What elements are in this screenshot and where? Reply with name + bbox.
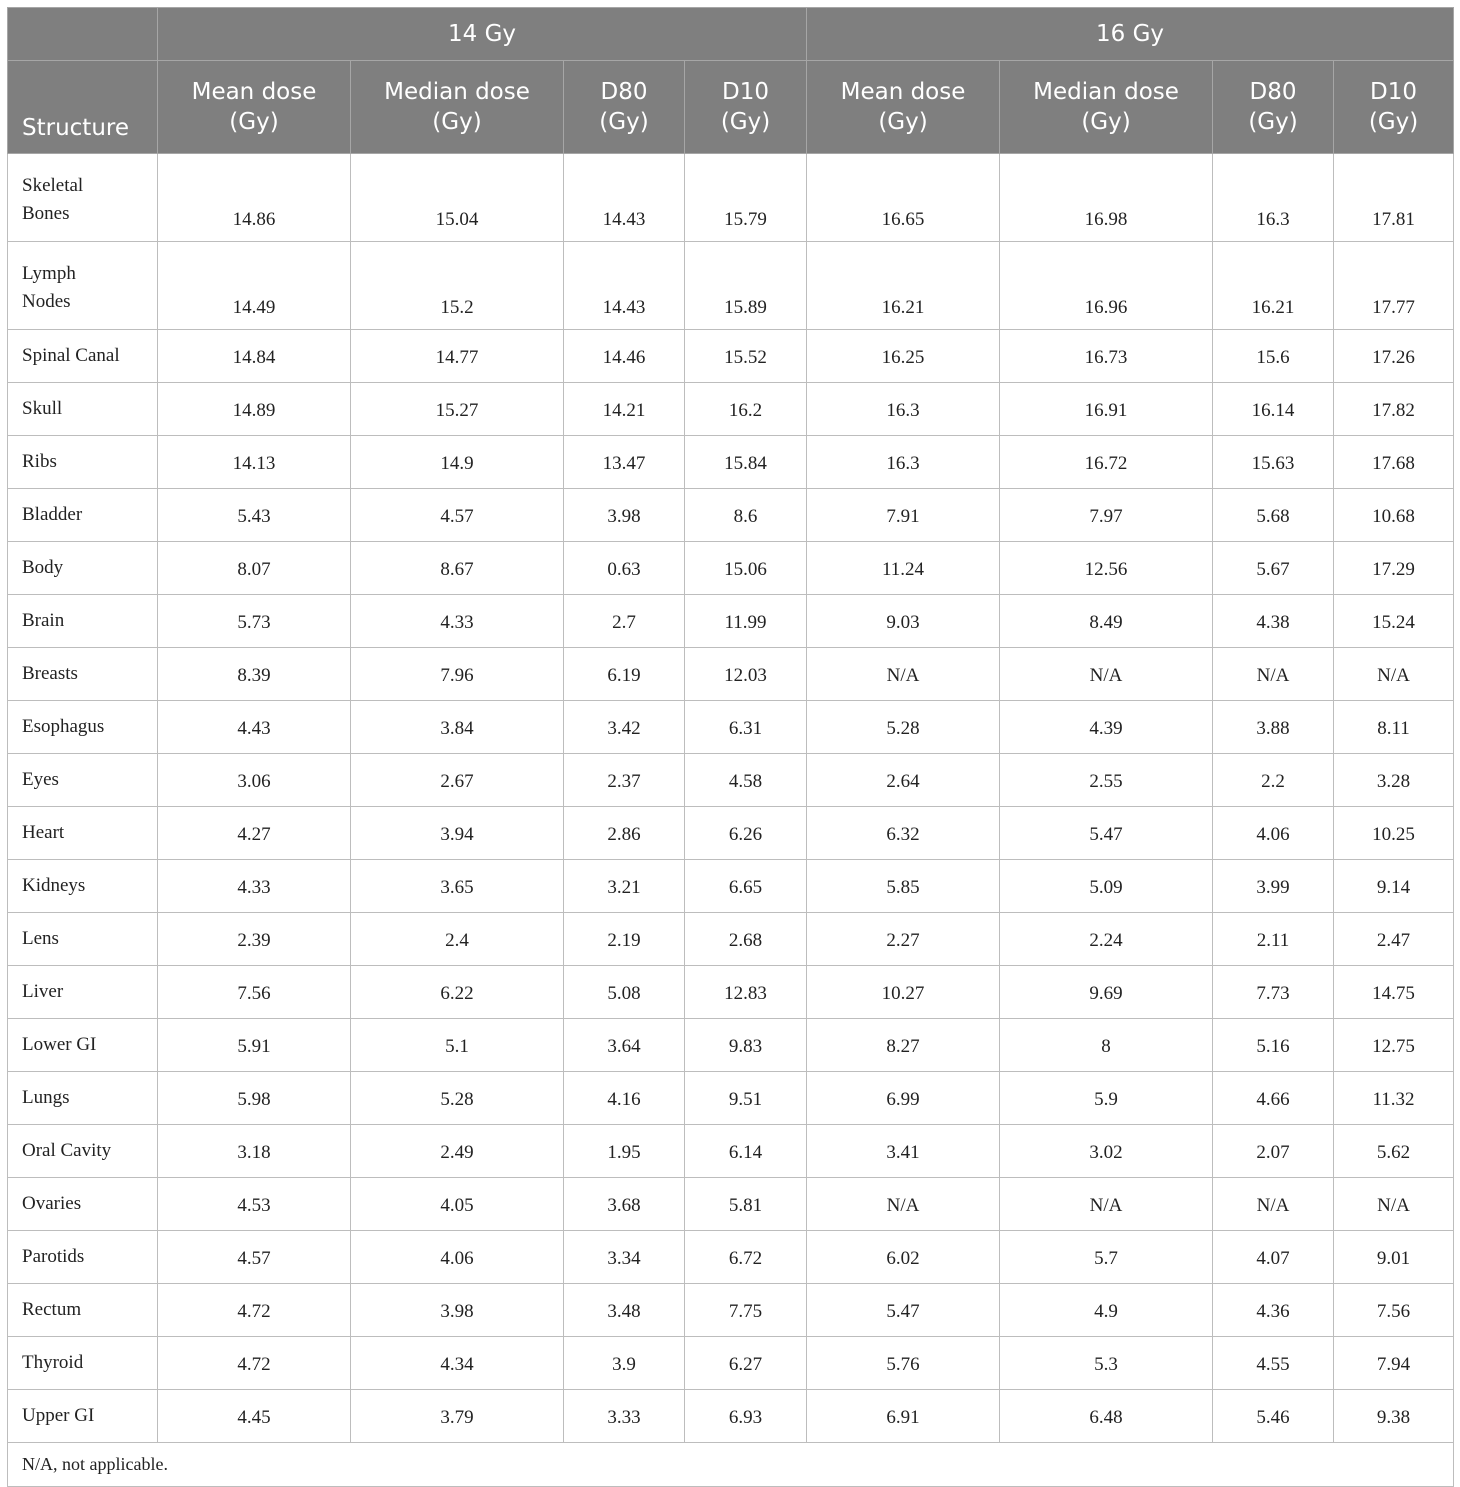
column-header [351,61,564,154]
dose-value-cell: 4.55 [1213,1337,1334,1390]
structure-name-line: Rectum [22,1299,82,1320]
dose-value-cell: 8.67 [351,542,564,595]
structure-name-line: Bladder [22,504,83,525]
structure-name-line: Oral Cavity [22,1140,112,1161]
dose-value-cell: 2.11 [1213,913,1334,966]
table-row [8,1337,1454,1390]
dose-value-cell: 5.08 [564,966,685,1019]
dose-value-cell: 6.99 [807,1072,1000,1125]
dose-value-cell: 15.24 [1334,595,1454,648]
dose-value-cell: 2.39 [158,913,351,966]
dose-value-cell: 14.89 [158,383,351,436]
dose-value-cell: 5.47 [807,1284,1000,1337]
dose-value-cell: 8.49 [1000,595,1213,648]
dose-value-cell: 14.43 [564,242,685,330]
dose-value-cell: 11.32 [1334,1072,1454,1125]
dose-value-cell: N/A [1334,648,1454,701]
dose-value-cell: 5.98 [158,1072,351,1125]
dose-value-cell: 3.18 [158,1125,351,1178]
dose-value-cell: 3.98 [351,1284,564,1337]
column-header [564,61,685,154]
structure-name [8,1390,158,1443]
dose-value-cell: 9.69 [1000,966,1213,1019]
table-row [8,913,1454,966]
column-header-label: D80 [600,79,648,105]
dose-value-cell: 9.01 [1334,1231,1454,1284]
table-row [8,1284,1454,1337]
table-row [8,489,1454,542]
dose-value-cell: 16.3 [1213,154,1334,242]
dose-value-cell: 5.9 [1000,1072,1213,1125]
dose-value-cell: 2.2 [1213,754,1334,807]
structure-name [8,913,158,966]
dose-value-cell: 3.9 [564,1337,685,1390]
group-header-14gy: 14 Gy [158,8,807,61]
dose-value-cell: 4.16 [564,1072,685,1125]
column-header [1334,61,1454,154]
dose-value-cell: 3.48 [564,1284,685,1337]
column-header [158,61,351,154]
dose-value-cell: 11.99 [685,595,807,648]
structure-name-line: Eyes [22,769,59,790]
column-header-label: D10 [722,79,769,105]
structure-header: Structure [8,61,158,154]
table-row [8,1072,1454,1125]
dose-table-container [7,7,1453,1487]
dose-value-cell: 5.68 [1213,489,1334,542]
dose-value-cell: 16.3 [807,436,1000,489]
structure-name-line: Brain [22,610,65,631]
structure-name-line: Ribs [22,451,57,472]
dose-value-cell: 6.19 [564,648,685,701]
table-row [8,648,1454,701]
structure-name [8,648,158,701]
footnote-row [8,1443,1454,1487]
dose-value-cell: 6.32 [807,807,1000,860]
dose-value-cell: 12.75 [1334,1019,1454,1072]
dose-value-cell: 6.31 [685,701,807,754]
dose-value-cell: 15.27 [351,383,564,436]
dose-value-cell: 11.24 [807,542,1000,595]
dose-value-cell: 16.25 [807,330,1000,383]
dose-value-cell: 3.21 [564,860,685,913]
dose-value-cell: 4.34 [351,1337,564,1390]
dose-value-cell: 5.81 [685,1178,807,1231]
dose-value-cell: 1.95 [564,1125,685,1178]
table-row [8,1125,1454,1178]
dose-value-cell: 3.41 [807,1125,1000,1178]
table-row [8,1178,1454,1231]
column-header [1213,61,1334,154]
structure-name-line: Lower GI [22,1034,97,1055]
dose-value-cell: 6.93 [685,1390,807,1443]
dose-value-cell: 6.26 [685,807,807,860]
dose-value-cell: 9.03 [807,595,1000,648]
structure-name [8,595,158,648]
dose-value-cell: 3.65 [351,860,564,913]
dose-value-cell: 3.33 [564,1390,685,1443]
dose-value-cell: N/A [807,1178,1000,1231]
dose-value-cell: 16.2 [685,383,807,436]
dose-value-cell: 17.82 [1334,383,1454,436]
structure-name [8,860,158,913]
dose-value-cell: 4.27 [158,807,351,860]
dose-value-cell: 7.91 [807,489,1000,542]
dose-value-cell: 2.4 [351,913,564,966]
dose-value-cell: 8.07 [158,542,351,595]
column-header-unit: (Gy) [1081,109,1131,135]
structure-name [8,807,158,860]
column-header-label: D80 [1249,79,1297,105]
dose-value-cell: 14.75 [1334,966,1454,1019]
dose-value-cell: 8 [1000,1019,1213,1072]
dose-value-cell: 5.62 [1334,1125,1454,1178]
dose-value-cell: 3.64 [564,1019,685,1072]
header-corner [8,8,158,61]
structure-name [8,1231,158,1284]
dose-value-cell: 14.49 [158,242,351,330]
structure-name-line: Body [22,557,64,578]
table-footer [8,1443,1454,1487]
dose-value-cell: 15.6 [1213,330,1334,383]
column-header-unit: (Gy) [1368,109,1419,135]
dose-value-cell: 5.28 [351,1072,564,1125]
group-header-16gy: 16 Gy [807,8,1454,61]
dose-value-cell: 17.77 [1334,242,1454,330]
dose-value-cell: 4.06 [1213,807,1334,860]
column-header-label: Median dose [384,79,530,105]
dose-value-cell: 5.43 [158,489,351,542]
table-row [8,1231,1454,1284]
dose-value-cell: 16.21 [1213,242,1334,330]
dose-value-cell: 3.02 [1000,1125,1213,1178]
dose-value-cell: 2.07 [1213,1125,1334,1178]
dose-value-cell: 3.79 [351,1390,564,1443]
dose-value-cell: 15.89 [685,242,807,330]
dose-value-cell: 4.57 [158,1231,351,1284]
dose-value-cell: 8.11 [1334,701,1454,754]
dose-value-cell: 16.91 [1000,383,1213,436]
dose-value-cell: 12.83 [685,966,807,1019]
dose-value-cell: 15.52 [685,330,807,383]
dose-value-cell: 7.96 [351,648,564,701]
column-header [1000,61,1213,154]
dose-value-cell: 5.09 [1000,860,1213,913]
dose-value-cell: N/A [1334,1178,1454,1231]
dose-value-cell: 16.98 [1000,154,1213,242]
structure-name [8,154,158,242]
column-header-unit: (Gy) [1248,109,1298,135]
table-row [8,966,1454,1019]
dose-value-cell: 8.39 [158,648,351,701]
dose-value-cell: 5.73 [158,595,351,648]
dose-value-cell: N/A [1000,1178,1213,1231]
dose-value-cell: 7.75 [685,1284,807,1337]
dose-value-cell: 4.36 [1213,1284,1334,1337]
dose-value-cell: 10.25 [1334,807,1454,860]
dose-value-cell: 2.19 [564,913,685,966]
dose-value-cell: 7.97 [1000,489,1213,542]
dose-value-cell: 14.13 [158,436,351,489]
structure-name-line: Lungs [22,1087,70,1108]
structure-name-line: Nodes [22,290,71,312]
structure-name [8,436,158,489]
dose-value-cell: 2.64 [807,754,1000,807]
column-header-unit: (Gy) [432,109,482,135]
table-row [8,1019,1454,1072]
dose-value-cell: 2.24 [1000,913,1213,966]
dose-value-cell: 17.26 [1334,330,1454,383]
table-row [8,754,1454,807]
dose-value-cell: 6.02 [807,1231,1000,1284]
dose-value-cell: 2.47 [1334,913,1454,966]
dose-value-cell: 4.06 [351,1231,564,1284]
structure-name [8,754,158,807]
dose-value-cell: 14.9 [351,436,564,489]
dose-value-cell: 17.81 [1334,154,1454,242]
dose-value-cell: 5.7 [1000,1231,1213,1284]
dose-value-cell: 4.66 [1213,1072,1334,1125]
table-row [8,330,1454,383]
table-row [8,436,1454,489]
dose-value-cell: 16.96 [1000,242,1213,330]
table-row [8,383,1454,436]
structure-name-line: Liver [22,981,64,1002]
dose-value-cell: 14.86 [158,154,351,242]
dose-value-cell: 4.07 [1213,1231,1334,1284]
column-header-label: D10 [1370,79,1418,105]
column-header [807,61,1000,154]
dose-value-cell: 4.05 [351,1178,564,1231]
dose-value-cell: 7.73 [1213,966,1334,1019]
column-header-label: Mean dose [840,79,966,105]
header-group-row [8,8,1454,61]
column-header-unit: (Gy) [599,109,649,135]
dose-value-cell: 5.85 [807,860,1000,913]
dose-value-cell: 6.72 [685,1231,807,1284]
dose-value-cell: 4.45 [158,1390,351,1443]
dose-value-cell: 14.43 [564,154,685,242]
dose-value-cell: 5.67 [1213,542,1334,595]
dose-value-cell: 7.56 [158,966,351,1019]
dose-value-cell: 2.49 [351,1125,564,1178]
structure-name-line: Thyroid [22,1352,84,1373]
dose-value-cell: 6.27 [685,1337,807,1390]
structure-name-line: Lens [22,928,59,949]
dose-value-cell: 12.56 [1000,542,1213,595]
header-column-row [8,61,1454,154]
dose-value-cell: 17.68 [1334,436,1454,489]
dose-value-cell: 5.47 [1000,807,1213,860]
dose-value-cell: 17.29 [1334,542,1454,595]
dose-value-cell: 5.91 [158,1019,351,1072]
structure-name-line: Esophagus [22,716,105,737]
dose-value-cell: 12.03 [685,648,807,701]
dose-value-cell: 6.48 [1000,1390,1213,1443]
dose-value-cell: 4.43 [158,701,351,754]
dose-value-cell: 16.3 [807,383,1000,436]
dose-value-cell: 3.28 [1334,754,1454,807]
column-header-unit: (Gy) [878,109,928,135]
dose-value-cell: 2.67 [351,754,564,807]
table-row [8,701,1454,754]
structure-name-line: Breasts [22,663,78,684]
table-body [8,154,1454,1443]
dose-value-cell: N/A [807,648,1000,701]
structure-name [8,1072,158,1125]
structure-name-line: Heart [22,822,65,843]
structure-name [8,701,158,754]
structure-name [8,1125,158,1178]
dose-value-cell: 3.34 [564,1231,685,1284]
footnote: N/A, not applicable. [8,1443,1454,1487]
column-header-label: Mean dose [191,79,317,105]
column-header-unit: (Gy) [229,109,279,135]
dose-value-cell: 10.27 [807,966,1000,1019]
dose-value-cell: 0.63 [564,542,685,595]
dose-value-cell: 16.73 [1000,330,1213,383]
dose-value-cell: 4.9 [1000,1284,1213,1337]
dose-value-cell: 6.91 [807,1390,1000,1443]
structure-name-line: Upper GI [22,1405,95,1426]
dose-value-cell: 4.33 [351,595,564,648]
dose-value-cell: 3.84 [351,701,564,754]
table-row [8,154,1454,242]
dose-value-cell: 4.39 [1000,701,1213,754]
dose-value-cell: 3.88 [1213,701,1334,754]
dose-value-cell: 5.1 [351,1019,564,1072]
dose-value-cell: 14.46 [564,330,685,383]
dose-value-cell: N/A [1000,648,1213,701]
dose-table [7,7,1454,1487]
structure-name [8,966,158,1019]
column-header [685,61,807,154]
dose-value-cell: 2.7 [564,595,685,648]
dose-value-cell: N/A [1213,648,1334,701]
dose-value-cell: 6.22 [351,966,564,1019]
dose-value-cell: 9.51 [685,1072,807,1125]
table-header [8,8,1454,154]
dose-value-cell: 14.84 [158,330,351,383]
dose-value-cell: 2.27 [807,913,1000,966]
dose-value-cell: 5.28 [807,701,1000,754]
dose-value-cell: 15.63 [1213,436,1334,489]
dose-value-cell: 2.55 [1000,754,1213,807]
dose-value-cell: 8.6 [685,489,807,542]
dose-value-cell: 2.68 [685,913,807,966]
dose-value-cell: 10.68 [1334,489,1454,542]
dose-value-cell: 9.83 [685,1019,807,1072]
structure-name [8,1019,158,1072]
structure-name-line: Lymph [22,262,76,284]
table-row [8,1390,1454,1443]
table-row [8,542,1454,595]
dose-value-cell: 7.94 [1334,1337,1454,1390]
dose-value-cell: 15.79 [685,154,807,242]
dose-value-cell: 15.2 [351,242,564,330]
structure-name [8,489,158,542]
dose-value-cell: 4.72 [158,1284,351,1337]
dose-value-cell: 3.99 [1213,860,1334,913]
dose-value-cell: 4.58 [685,754,807,807]
structure-name-line: Skeletal [22,174,84,196]
dose-value-cell: 3.06 [158,754,351,807]
structure-name-line: Bones [22,202,70,224]
column-header-unit: (Gy) [720,109,771,135]
dose-value-cell: 4.33 [158,860,351,913]
dose-value-cell: 16.21 [807,242,1000,330]
structure-name [8,1337,158,1390]
dose-value-cell: 8.27 [807,1019,1000,1072]
dose-value-cell: 6.14 [685,1125,807,1178]
table-row [8,242,1454,330]
dose-value-cell: 2.86 [564,807,685,860]
structure-name [8,242,158,330]
dose-value-cell: 3.42 [564,701,685,754]
dose-value-cell: 16.14 [1213,383,1334,436]
structure-name [8,383,158,436]
structure-name-line: Spinal Canal [22,345,120,366]
dose-value-cell: 15.06 [685,542,807,595]
dose-value-cell: 13.47 [564,436,685,489]
dose-value-cell: 3.68 [564,1178,685,1231]
structure-name-line: Kidneys [22,875,86,896]
dose-value-cell: 9.14 [1334,860,1454,913]
structure-name [8,1178,158,1231]
dose-value-cell: 14.77 [351,330,564,383]
dose-value-cell: 5.16 [1213,1019,1334,1072]
dose-value-cell: 9.38 [1334,1390,1454,1443]
dose-value-cell: 15.04 [351,154,564,242]
structure-name [8,1284,158,1337]
dose-value-cell: 6.65 [685,860,807,913]
dose-value-cell: 4.72 [158,1337,351,1390]
dose-value-cell: 5.76 [807,1337,1000,1390]
dose-value-cell: 4.57 [351,489,564,542]
dose-value-cell: N/A [1213,1178,1334,1231]
dose-value-cell: 3.98 [564,489,685,542]
table-row [8,860,1454,913]
column-header-label: Median dose [1033,79,1179,105]
structure-name [8,542,158,595]
table-row [8,807,1454,860]
dose-value-cell: 16.65 [807,154,1000,242]
dose-value-cell: 4.53 [158,1178,351,1231]
dose-value-cell: 4.38 [1213,595,1334,648]
dose-value-cell: 5.46 [1213,1390,1334,1443]
structure-name-line: Skull [22,398,63,419]
dose-value-cell: 15.84 [685,436,807,489]
dose-value-cell: 14.21 [564,383,685,436]
dose-value-cell: 16.72 [1000,436,1213,489]
structure-name-line: Parotids [22,1246,85,1267]
dose-value-cell: 2.37 [564,754,685,807]
dose-value-cell: 3.94 [351,807,564,860]
structure-name [8,330,158,383]
dose-value-cell: 7.56 [1334,1284,1454,1337]
structure-name-line: Ovaries [22,1193,82,1214]
dose-value-cell: 5.3 [1000,1337,1213,1390]
table-row [8,595,1454,648]
